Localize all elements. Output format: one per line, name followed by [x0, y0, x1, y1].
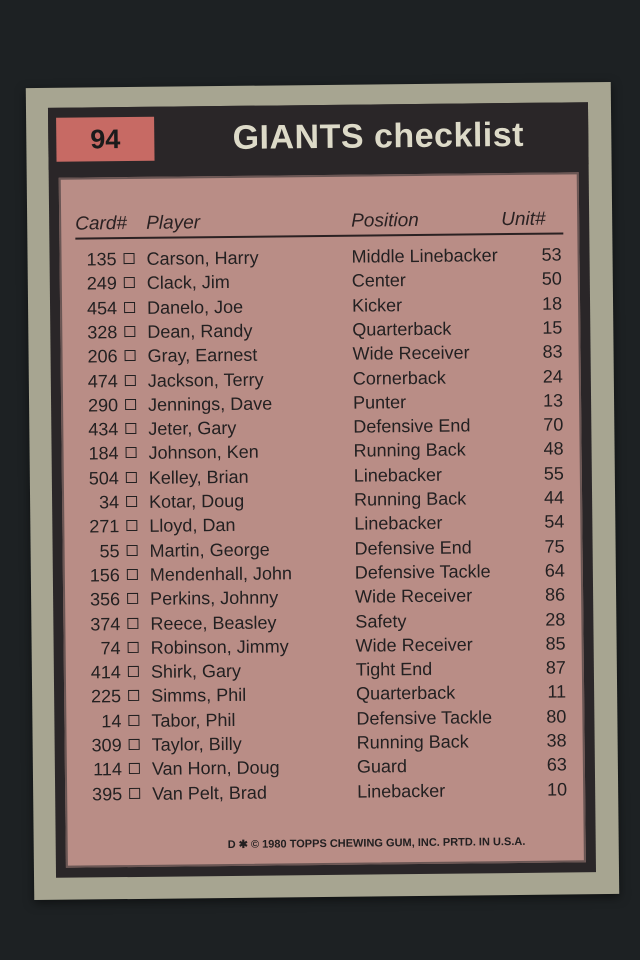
checkbox-icon [126, 472, 137, 483]
player-name: Johnson, Ken [148, 442, 259, 464]
card-number-cell: 414 [90, 662, 121, 683]
player-position: Defensive End [354, 537, 472, 559]
player-name: Van Pelt, Brad [152, 782, 267, 804]
checkbox-icon [126, 520, 137, 531]
checkbox-icon [125, 423, 136, 434]
unit-number: 18 [541, 293, 563, 314]
player-position: Punter [352, 391, 407, 413]
card-number-cell: 356 [89, 589, 121, 610]
checkbox-icon [128, 690, 139, 701]
card-number-cell: 328 [87, 322, 118, 343]
player-position: Quarterback [356, 683, 456, 705]
player-position: Middle Linebacker [351, 245, 498, 267]
player-name: Lloyd, Dan [149, 515, 236, 537]
card-number-cell: 55 [99, 540, 120, 561]
player-position: Linebacker [357, 780, 446, 802]
checklist-rows [61, 242, 581, 805]
player-position: Running Back [353, 439, 466, 462]
player-position: Wide Receiver [352, 342, 470, 364]
unit-number: 55 [543, 463, 564, 484]
player-name: Simms, Phil [151, 685, 247, 707]
card-number-cell: 395 [92, 783, 123, 805]
checkbox-icon [125, 350, 136, 361]
unit-number: 63 [546, 754, 567, 775]
player-position: Center [351, 270, 406, 291]
player-position: Quarterback [352, 318, 452, 340]
player-name: Jennings, Dave [147, 393, 273, 415]
player-name: Carson, Harry [146, 247, 259, 269]
card-number-cell: 374 [90, 613, 121, 634]
player-name: Jeter, Gary [148, 417, 237, 439]
unit-number: 13 [542, 390, 564, 411]
card-number: 94 [90, 123, 121, 154]
player-name: Kelley, Brian [148, 466, 249, 488]
trading-card [26, 82, 619, 900]
card-number-cell: 290 [87, 394, 119, 416]
unit-number: 11 [547, 681, 567, 703]
checkbox-icon [125, 374, 136, 385]
checkbox-icon [129, 739, 140, 750]
checkbox-icon [127, 569, 138, 580]
player-name: Mendenhall, John [149, 563, 293, 585]
card-number-cell: 309 [91, 735, 122, 756]
unit-number: 83 [542, 341, 563, 362]
checklist-panel [59, 172, 586, 867]
checkbox-icon [127, 545, 138, 556]
checkbox-icon [123, 253, 134, 264]
unit-number: 15 [542, 317, 563, 338]
player-name: Kotar, Doug [148, 490, 245, 512]
checkbox-icon [125, 399, 136, 410]
player-position: Linebacker [353, 464, 443, 486]
player-name: Perkins, Johnny [150, 587, 279, 609]
unit-number: 87 [545, 657, 566, 678]
column-header-unit: Unit# [501, 208, 546, 231]
card-number-cell: 225 [90, 686, 122, 707]
card-number-cell: 474 [87, 370, 118, 391]
card-number-cell: 14 [101, 710, 122, 732]
checkbox-icon [124, 326, 135, 337]
player-position: Defensive Tackle [356, 706, 493, 729]
player-name: Tabor, Phil [151, 709, 236, 731]
player-position: Cornerback [352, 367, 446, 389]
checkbox-icon [128, 642, 139, 653]
player-name: Reece, Beasley [150, 611, 277, 634]
player-position: Running Back [353, 488, 467, 510]
unit-number: 75 [544, 536, 565, 557]
column-header-position: Position [351, 209, 419, 232]
checkbox-icon [126, 447, 137, 458]
unit-number: 80 [546, 706, 567, 727]
checkbox-icon [127, 593, 138, 604]
unit-number: 48 [543, 438, 564, 460]
unit-number: 24 [542, 365, 563, 387]
player-name: Dean, Randy [147, 320, 253, 342]
player-position: Defensive End [353, 415, 471, 437]
column-header-card: Card# [75, 213, 128, 235]
player-position: Running Back [356, 731, 469, 753]
unit-number: 70 [543, 414, 564, 435]
unit-number: 28 [545, 608, 566, 630]
card-number-cell: 74 [100, 637, 121, 659]
unit-number: 85 [545, 633, 566, 654]
player-name: Clack, Jim [146, 272, 230, 294]
card-number-cell: 434 [88, 419, 119, 440]
player-position: Wide Receiver [355, 585, 473, 607]
player-name: Van Horn, Doug [151, 757, 280, 780]
player-position: Guard [356, 756, 408, 777]
player-name: Robinson, Jimmy [150, 636, 289, 658]
unit-number: 44 [543, 487, 565, 508]
copyright-footer: D ✱ © 1980 TOPPS CHEWING GUM, INC. PRTD. IN U.S.A. [227, 835, 526, 852]
card-frame [48, 102, 596, 878]
unit-number: 38 [546, 730, 567, 751]
card-number-cell: 135 [86, 249, 117, 270]
player-name: Gray, Earnest [147, 344, 258, 367]
card-number-cell: 249 [86, 273, 117, 294]
checkbox-icon [129, 788, 140, 799]
checkbox-icon [127, 617, 138, 628]
card-header [48, 102, 589, 170]
checkbox-icon [128, 715, 139, 726]
unit-number: 86 [544, 584, 566, 605]
player-position: Defensive Tackle [354, 561, 491, 583]
card-number-cell: 271 [89, 516, 120, 537]
player-position: Kicker [351, 294, 403, 316]
checklist-row [67, 777, 587, 806]
player-name: Martin, George [149, 539, 270, 561]
checkbox-icon [126, 496, 137, 507]
unit-number: 54 [544, 511, 565, 532]
card-number-cell: 184 [88, 443, 119, 464]
card-number-cell: 504 [88, 467, 119, 489]
card-title: GIANTS checklist [232, 115, 525, 157]
player-name: Danelo, Joe [146, 296, 244, 318]
player-position: Tight End [355, 658, 433, 680]
player-name: Taylor, Billy [151, 733, 242, 755]
player-position: Linebacker [354, 513, 443, 534]
column-header-player: Player [146, 212, 201, 234]
card-number-cell: 156 [89, 565, 120, 586]
player-position: Safety [355, 610, 407, 632]
card-number-cell: 206 [87, 346, 118, 367]
checkbox-icon [124, 302, 135, 313]
unit-number: 53 [541, 244, 562, 265]
card-number-cell: 454 [86, 297, 118, 319]
player-name: Jackson, Terry [147, 369, 264, 391]
checkbox-icon [128, 666, 139, 677]
unit-number: 64 [544, 560, 565, 581]
unit-number: 10 [546, 779, 568, 800]
checkbox-icon [129, 763, 140, 774]
card-number-cell: 34 [98, 492, 120, 513]
unit-number: 50 [541, 268, 562, 289]
player-position: Wide Receiver [355, 634, 473, 656]
card-number-cell: 114 [93, 759, 123, 780]
player-name: Shirk, Gary [150, 660, 242, 682]
card-number-badge [56, 117, 154, 162]
checkbox-icon [124, 277, 135, 288]
